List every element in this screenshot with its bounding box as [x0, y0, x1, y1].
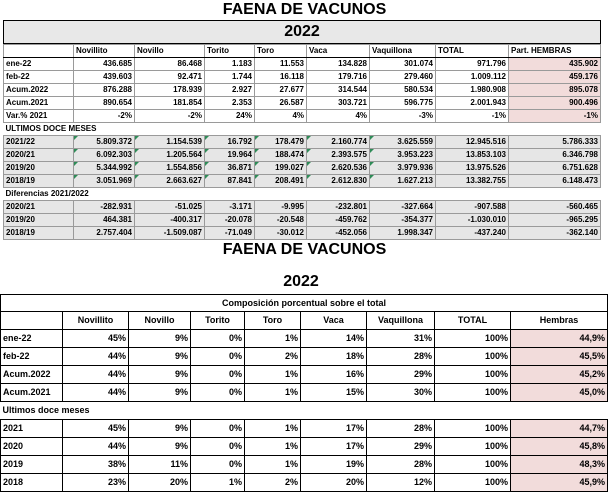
value-cell: 1.744: [205, 71, 255, 84]
value-cell: 0%: [191, 438, 245, 456]
table1-dif-row: [4, 227, 601, 240]
value-cell: 1%: [245, 366, 301, 384]
value-cell: 45%: [63, 420, 129, 438]
value-cell: 459.176: [509, 71, 601, 84]
value-cell: -30.012: [255, 227, 307, 240]
value-cell: 100%: [435, 366, 511, 384]
value-cell: Novillito: [63, 312, 129, 330]
value-cell: -20.078: [205, 214, 255, 227]
value-cell: Torito: [191, 312, 245, 330]
value-cell: 1.980.908: [436, 84, 509, 97]
value-cell: 464.381: [74, 214, 135, 227]
value-cell: 876.288: [74, 84, 135, 97]
value-cell: 23%: [63, 474, 129, 492]
value-cell: 6.751.628: [509, 162, 601, 175]
value-cell: 5.809.372: [74, 136, 135, 149]
value-cell: TOTAL: [435, 312, 511, 330]
row-label-cell: feb-22: [1, 348, 63, 366]
section-label: Diferencias 2021/2022: [4, 188, 601, 201]
value-cell: 6.148.473: [509, 175, 601, 188]
table2-section-doce-meses: [1, 402, 608, 420]
value-cell: 87.841: [205, 175, 255, 188]
value-cell: 2.612.830: [307, 175, 370, 188]
row-label-cell: 2021/22: [4, 136, 74, 149]
value-cell: 44%: [63, 438, 129, 456]
value-cell: -51.025: [135, 201, 205, 214]
value-cell: 1%: [245, 384, 301, 402]
value-cell: -362.140: [509, 227, 601, 240]
value-cell: 0%: [191, 384, 245, 402]
value-cell: Vaca: [301, 312, 367, 330]
value-cell: -282.931: [74, 201, 135, 214]
value-cell: -2%: [135, 110, 205, 123]
value-cell: Novillo: [135, 45, 205, 58]
row-label-cell: 2018/19: [4, 175, 74, 188]
value-cell: 5.786.333: [509, 136, 601, 149]
value-cell: 1%: [245, 330, 301, 348]
value-cell: 179.716: [307, 71, 370, 84]
value-cell: 24%: [205, 110, 255, 123]
value-cell: 100%: [435, 330, 511, 348]
value-cell: 279.460: [370, 71, 436, 84]
table2-header-row: [1, 312, 608, 330]
value-cell: 45,8%: [511, 438, 608, 456]
value-cell: 14%: [301, 330, 367, 348]
row-label-cell: [4, 45, 74, 58]
table2-row: [1, 348, 608, 366]
value-cell: 17%: [301, 420, 367, 438]
table2-caption-row: [1, 295, 608, 312]
value-cell: 2.663.627: [135, 175, 205, 188]
value-cell: -1%: [509, 110, 601, 123]
value-cell: 29%: [367, 438, 435, 456]
value-cell: 5.344.992: [74, 162, 135, 175]
value-cell: -452.056: [307, 227, 370, 240]
value-cell: 0%: [191, 348, 245, 366]
value-cell: 2.160.774: [307, 136, 370, 149]
table1-title: FAENA DE VACUNOS: [222, 1, 387, 18]
value-cell: 86.468: [135, 58, 205, 71]
value-cell: 0%: [191, 420, 245, 438]
value-cell: 0%: [191, 366, 245, 384]
row-label-cell: Acum.2022: [4, 84, 74, 97]
value-cell: 12%: [367, 474, 435, 492]
table1-row: [4, 110, 601, 123]
table1-doce-row: [4, 149, 601, 162]
value-cell: 0%: [191, 456, 245, 474]
value-cell: 1%: [245, 420, 301, 438]
value-cell: Torito: [205, 45, 255, 58]
table1-section-diferencias: [4, 188, 601, 201]
value-cell: 580.534: [370, 84, 436, 97]
row-label-cell: Acum.2021: [4, 97, 74, 110]
row-label-cell: 2020/21: [4, 201, 74, 214]
row-label-cell: ene-22: [1, 330, 63, 348]
value-cell: -354.377: [370, 214, 436, 227]
value-cell: 1.627.213: [370, 175, 436, 188]
value-cell: 439.603: [74, 71, 135, 84]
table1-dif-row: [4, 214, 601, 227]
row-label-cell: 2018: [1, 474, 63, 492]
table2-title: FAENA DE VACUNOS: [222, 241, 387, 258]
value-cell: 29%: [367, 366, 435, 384]
value-cell: 44%: [63, 366, 129, 384]
value-cell: 48,3%: [511, 456, 608, 474]
value-cell: 16%: [301, 366, 367, 384]
row-label-cell: feb-22: [4, 71, 74, 84]
value-cell: 13.382.755: [436, 175, 509, 188]
value-cell: Vaquillona: [367, 312, 435, 330]
value-cell: 11.553: [255, 58, 307, 71]
row-label-cell: 2020/21: [4, 149, 74, 162]
value-cell: 17%: [301, 438, 367, 456]
value-cell: 4%: [255, 110, 307, 123]
value-cell: -2%: [74, 110, 135, 123]
value-cell: 6.346.798: [509, 149, 601, 162]
value-cell: 26.587: [255, 97, 307, 110]
value-cell: -3%: [370, 110, 436, 123]
value-cell: 31%: [367, 330, 435, 348]
table1-row: [4, 58, 601, 71]
value-cell: 18%: [301, 348, 367, 366]
value-cell: -232.801: [307, 201, 370, 214]
table1-doce-row: [4, 136, 601, 149]
value-cell: 15%: [301, 384, 367, 402]
value-cell: 301.074: [370, 58, 436, 71]
value-cell: 13.853.103: [436, 149, 509, 162]
sheet-faena-absolutos: [0, 0, 609, 240]
value-cell: 1.554.856: [135, 162, 205, 175]
value-cell: 178.939: [135, 84, 205, 97]
value-cell: 100%: [435, 474, 511, 492]
value-cell: 2.353: [205, 97, 255, 110]
value-cell: -327.664: [370, 201, 436, 214]
value-cell: Part. HEMBRAS: [509, 45, 601, 58]
table1-doce-row: [4, 162, 601, 175]
row-label-cell: 2019: [1, 456, 63, 474]
value-cell: Novillo: [129, 312, 191, 330]
row-label-cell: Acum.2022: [1, 366, 63, 384]
value-cell: 134.828: [307, 58, 370, 71]
row-label-cell: [1, 312, 63, 330]
value-cell: -965.295: [509, 214, 601, 227]
value-cell: 16.118: [255, 71, 307, 84]
value-cell: 45,2%: [511, 366, 608, 384]
value-cell: 45%: [63, 330, 129, 348]
value-cell: Vaca: [307, 45, 370, 58]
value-cell: Hembras: [511, 312, 608, 330]
value-cell: -560.465: [509, 201, 601, 214]
value-cell: -71.049: [205, 227, 255, 240]
value-cell: 44,7%: [511, 420, 608, 438]
value-cell: -459.762: [307, 214, 370, 227]
row-label-cell: 2020: [1, 438, 63, 456]
table2-doce-row: [1, 474, 608, 492]
value-cell: -3.171: [205, 201, 255, 214]
value-cell: 2.757.404: [74, 227, 135, 240]
table2-row: [1, 384, 608, 402]
value-cell: 436.685: [74, 58, 135, 71]
value-cell: 11%: [129, 456, 191, 474]
value-cell: 100%: [435, 384, 511, 402]
value-cell: -1%: [436, 110, 509, 123]
value-cell: -1.509.087: [135, 227, 205, 240]
value-cell: 435.902: [509, 58, 601, 71]
value-cell: 6.092.303: [74, 149, 135, 162]
value-cell: 895.078: [509, 84, 601, 97]
value-cell: 208.491: [255, 175, 307, 188]
value-cell: 3.625.559: [370, 136, 436, 149]
value-cell: 16.792: [205, 136, 255, 149]
value-cell: 27.677: [255, 84, 307, 97]
value-cell: 38%: [63, 456, 129, 474]
value-cell: 9%: [129, 420, 191, 438]
section-label: Ultimos doce meses: [1, 402, 608, 420]
value-cell: 44%: [63, 348, 129, 366]
value-cell: 1.009.112: [436, 71, 509, 84]
value-cell: -400.317: [135, 214, 205, 227]
row-label-cell: 2021: [1, 420, 63, 438]
table2-doce-row: [1, 420, 608, 438]
value-cell: 9%: [129, 330, 191, 348]
value-cell: 1.205.564: [135, 149, 205, 162]
sheet-faena-porcentual: [0, 240, 609, 487]
row-label-cell: Acum.2021: [1, 384, 63, 402]
value-cell: 1%: [245, 438, 301, 456]
value-cell: -1.030.010: [436, 214, 509, 227]
value-cell: 4%: [307, 110, 370, 123]
value-cell: 2%: [245, 348, 301, 366]
value-cell: 9%: [129, 438, 191, 456]
table2-row: [1, 330, 608, 348]
table2-doce-row: [1, 438, 608, 456]
value-cell: 900.496: [509, 97, 601, 110]
value-cell: 0%: [191, 330, 245, 348]
value-cell: 2.620.536: [307, 162, 370, 175]
value-cell: 890.654: [74, 97, 135, 110]
value-cell: 19.964: [205, 149, 255, 162]
table1-dif-row: [4, 201, 601, 214]
value-cell: 188.474: [255, 149, 307, 162]
value-cell: 28%: [367, 456, 435, 474]
table1-row: [4, 84, 601, 97]
value-cell: -9.995: [255, 201, 307, 214]
row-label-cell: ene-22: [4, 58, 74, 71]
row-label-cell: 2019/20: [4, 162, 74, 175]
value-cell: 314.544: [307, 84, 370, 97]
value-cell: 9%: [129, 348, 191, 366]
table1-row: [4, 97, 601, 110]
value-cell: 2%: [245, 474, 301, 492]
value-cell: 28%: [367, 420, 435, 438]
value-cell: 100%: [435, 456, 511, 474]
value-cell: 30%: [367, 384, 435, 402]
table1-grid: [3, 44, 601, 240]
value-cell: 181.854: [135, 97, 205, 110]
value-cell: 1%: [245, 456, 301, 474]
value-cell: 199.027: [255, 162, 307, 175]
value-cell: -20.548: [255, 214, 307, 227]
value-cell: 2.393.575: [307, 149, 370, 162]
table1-doce-row: [4, 175, 601, 188]
value-cell: 20%: [301, 474, 367, 492]
table1-section-doce-meses: [4, 123, 601, 136]
value-cell: 28%: [367, 348, 435, 366]
value-cell: 19%: [301, 456, 367, 474]
table1-year: 2022: [3, 20, 601, 44]
value-cell: 13.975.526: [436, 162, 509, 175]
value-cell: -907.588: [436, 201, 509, 214]
value-cell: 596.775: [370, 97, 436, 110]
value-cell: 3.979.936: [370, 162, 436, 175]
value-cell: 100%: [435, 348, 511, 366]
value-cell: 1.183: [205, 58, 255, 71]
value-cell: 3.953.223: [370, 149, 436, 162]
row-label-cell: Var.% 2021: [4, 110, 74, 123]
value-cell: 1.154.539: [135, 136, 205, 149]
value-cell: -437.240: [436, 227, 509, 240]
table2-grid: [0, 294, 608, 492]
row-label-cell: 2019/20: [4, 214, 74, 227]
table2-year: 2022: [3, 270, 599, 294]
value-cell: 45,5%: [511, 348, 608, 366]
table1-header-row: [4, 45, 601, 58]
table2-doce-row: [1, 456, 608, 474]
value-cell: 92.471: [135, 71, 205, 84]
value-cell: 100%: [435, 438, 511, 456]
value-cell: 9%: [129, 366, 191, 384]
value-cell: 2.927: [205, 84, 255, 97]
value-cell: 44%: [63, 384, 129, 402]
table2-caption: Composición porcentual sobre el total: [1, 295, 608, 312]
value-cell: 178.479: [255, 136, 307, 149]
value-cell: Toro: [245, 312, 301, 330]
table2-row: [1, 366, 608, 384]
value-cell: 303.721: [307, 97, 370, 110]
value-cell: 9%: [129, 384, 191, 402]
value-cell: 44,9%: [511, 330, 608, 348]
value-cell: 3.051.969: [74, 175, 135, 188]
value-cell: 1%: [191, 474, 245, 492]
value-cell: Novillito: [74, 45, 135, 58]
row-label-cell: 2018/19: [4, 227, 74, 240]
value-cell: 1.998.347: [370, 227, 436, 240]
value-cell: Toro: [255, 45, 307, 58]
value-cell: Vaquillona: [370, 45, 436, 58]
value-cell: 20%: [129, 474, 191, 492]
value-cell: 100%: [435, 420, 511, 438]
table1-row: [4, 71, 601, 84]
value-cell: 45,9%: [511, 474, 608, 492]
value-cell: 2.001.943: [436, 97, 509, 110]
value-cell: 12.945.516: [436, 136, 509, 149]
value-cell: 45,0%: [511, 384, 608, 402]
value-cell: 971.796: [436, 58, 509, 71]
value-cell: 36.871: [205, 162, 255, 175]
value-cell: TOTAL: [436, 45, 509, 58]
section-label: ULTIMOS DOCE MESES: [4, 123, 601, 136]
